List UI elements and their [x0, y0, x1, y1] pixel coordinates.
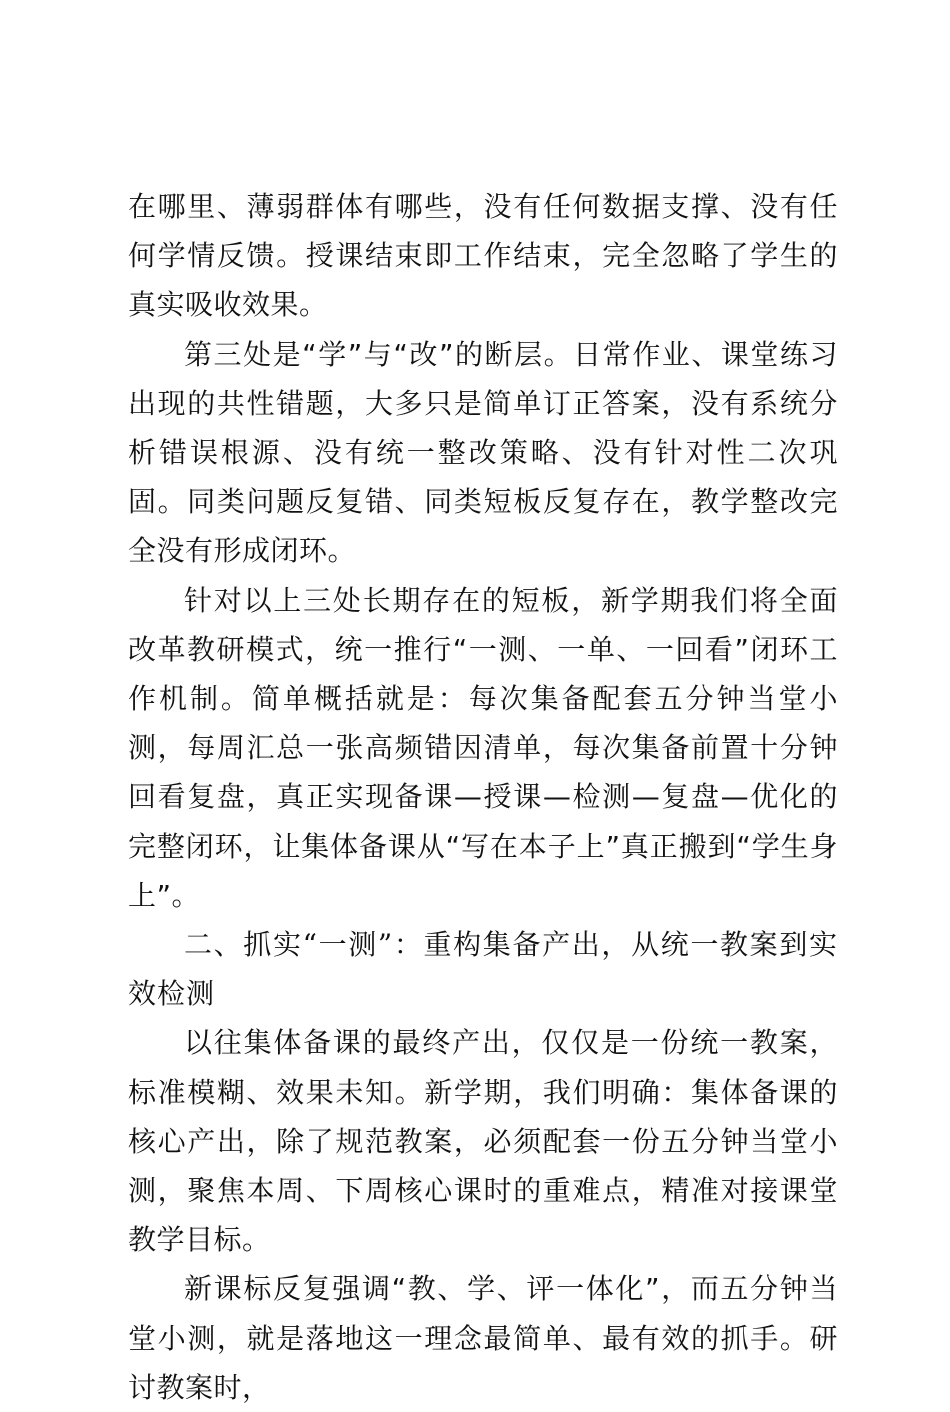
section-heading-one-test: 二、抓实“一测”：重构集备产出，从统一教案到实效检测 — [128, 928, 838, 1011]
paragraph-new-curriculum: 新课标反复强调“教、学、评一体化”，而五分钟当堂小测，就是落地这一理念最简单、最有效的抓手。研讨教案时， — [128, 1272, 838, 1404]
paragraph-continuation: 在哪里、薄弱群体有哪些，没有任何数据支撑、没有任何学情反馈。授课结束即工作结束，完全忽略了学生的真实吸收效果。 — [128, 190, 838, 322]
paragraph-unified-lesson-plan: 以往集体备课的最终产出，仅仅是一份统一教案，标准模糊、效果未知。新学期，我们明确：集体备课的核心产出，除了规范教案，必须配套一份五分钟当堂小测，聚焦本周、下周核心课时的重难点，精准对接课堂教学目标。 — [128, 1026, 838, 1257]
paragraph-closed-loop-mechanism: 针对以上三处长期存在的短板，新学期我们将全面改革教研模式，统一推行“一测、一单、一回看”闭环工作机制。简单概括就是：每次集备配套五分钟当堂小测，每周汇总一张高频错因清单，每次集备前置十分钟回看复盘，真正实现备课—授课—检测—复盘—优化的完整闭环，让集体备课从“写在本子上”真正搬到“学生身上”。 — [128, 583, 838, 912]
paragraph-third-gap: 第三处是“学”与“改”的断层。日常作业、课堂练习出现的共性错题，大多只是简单订正答案，没有系统分析错误根源、没有统一整改策略、没有针对性二次巩固。同类问题反复错、同类短板反复存在，教学整改完全没有形成闭环。 — [128, 337, 838, 568]
document-body — [128, 182, 838, 1412]
